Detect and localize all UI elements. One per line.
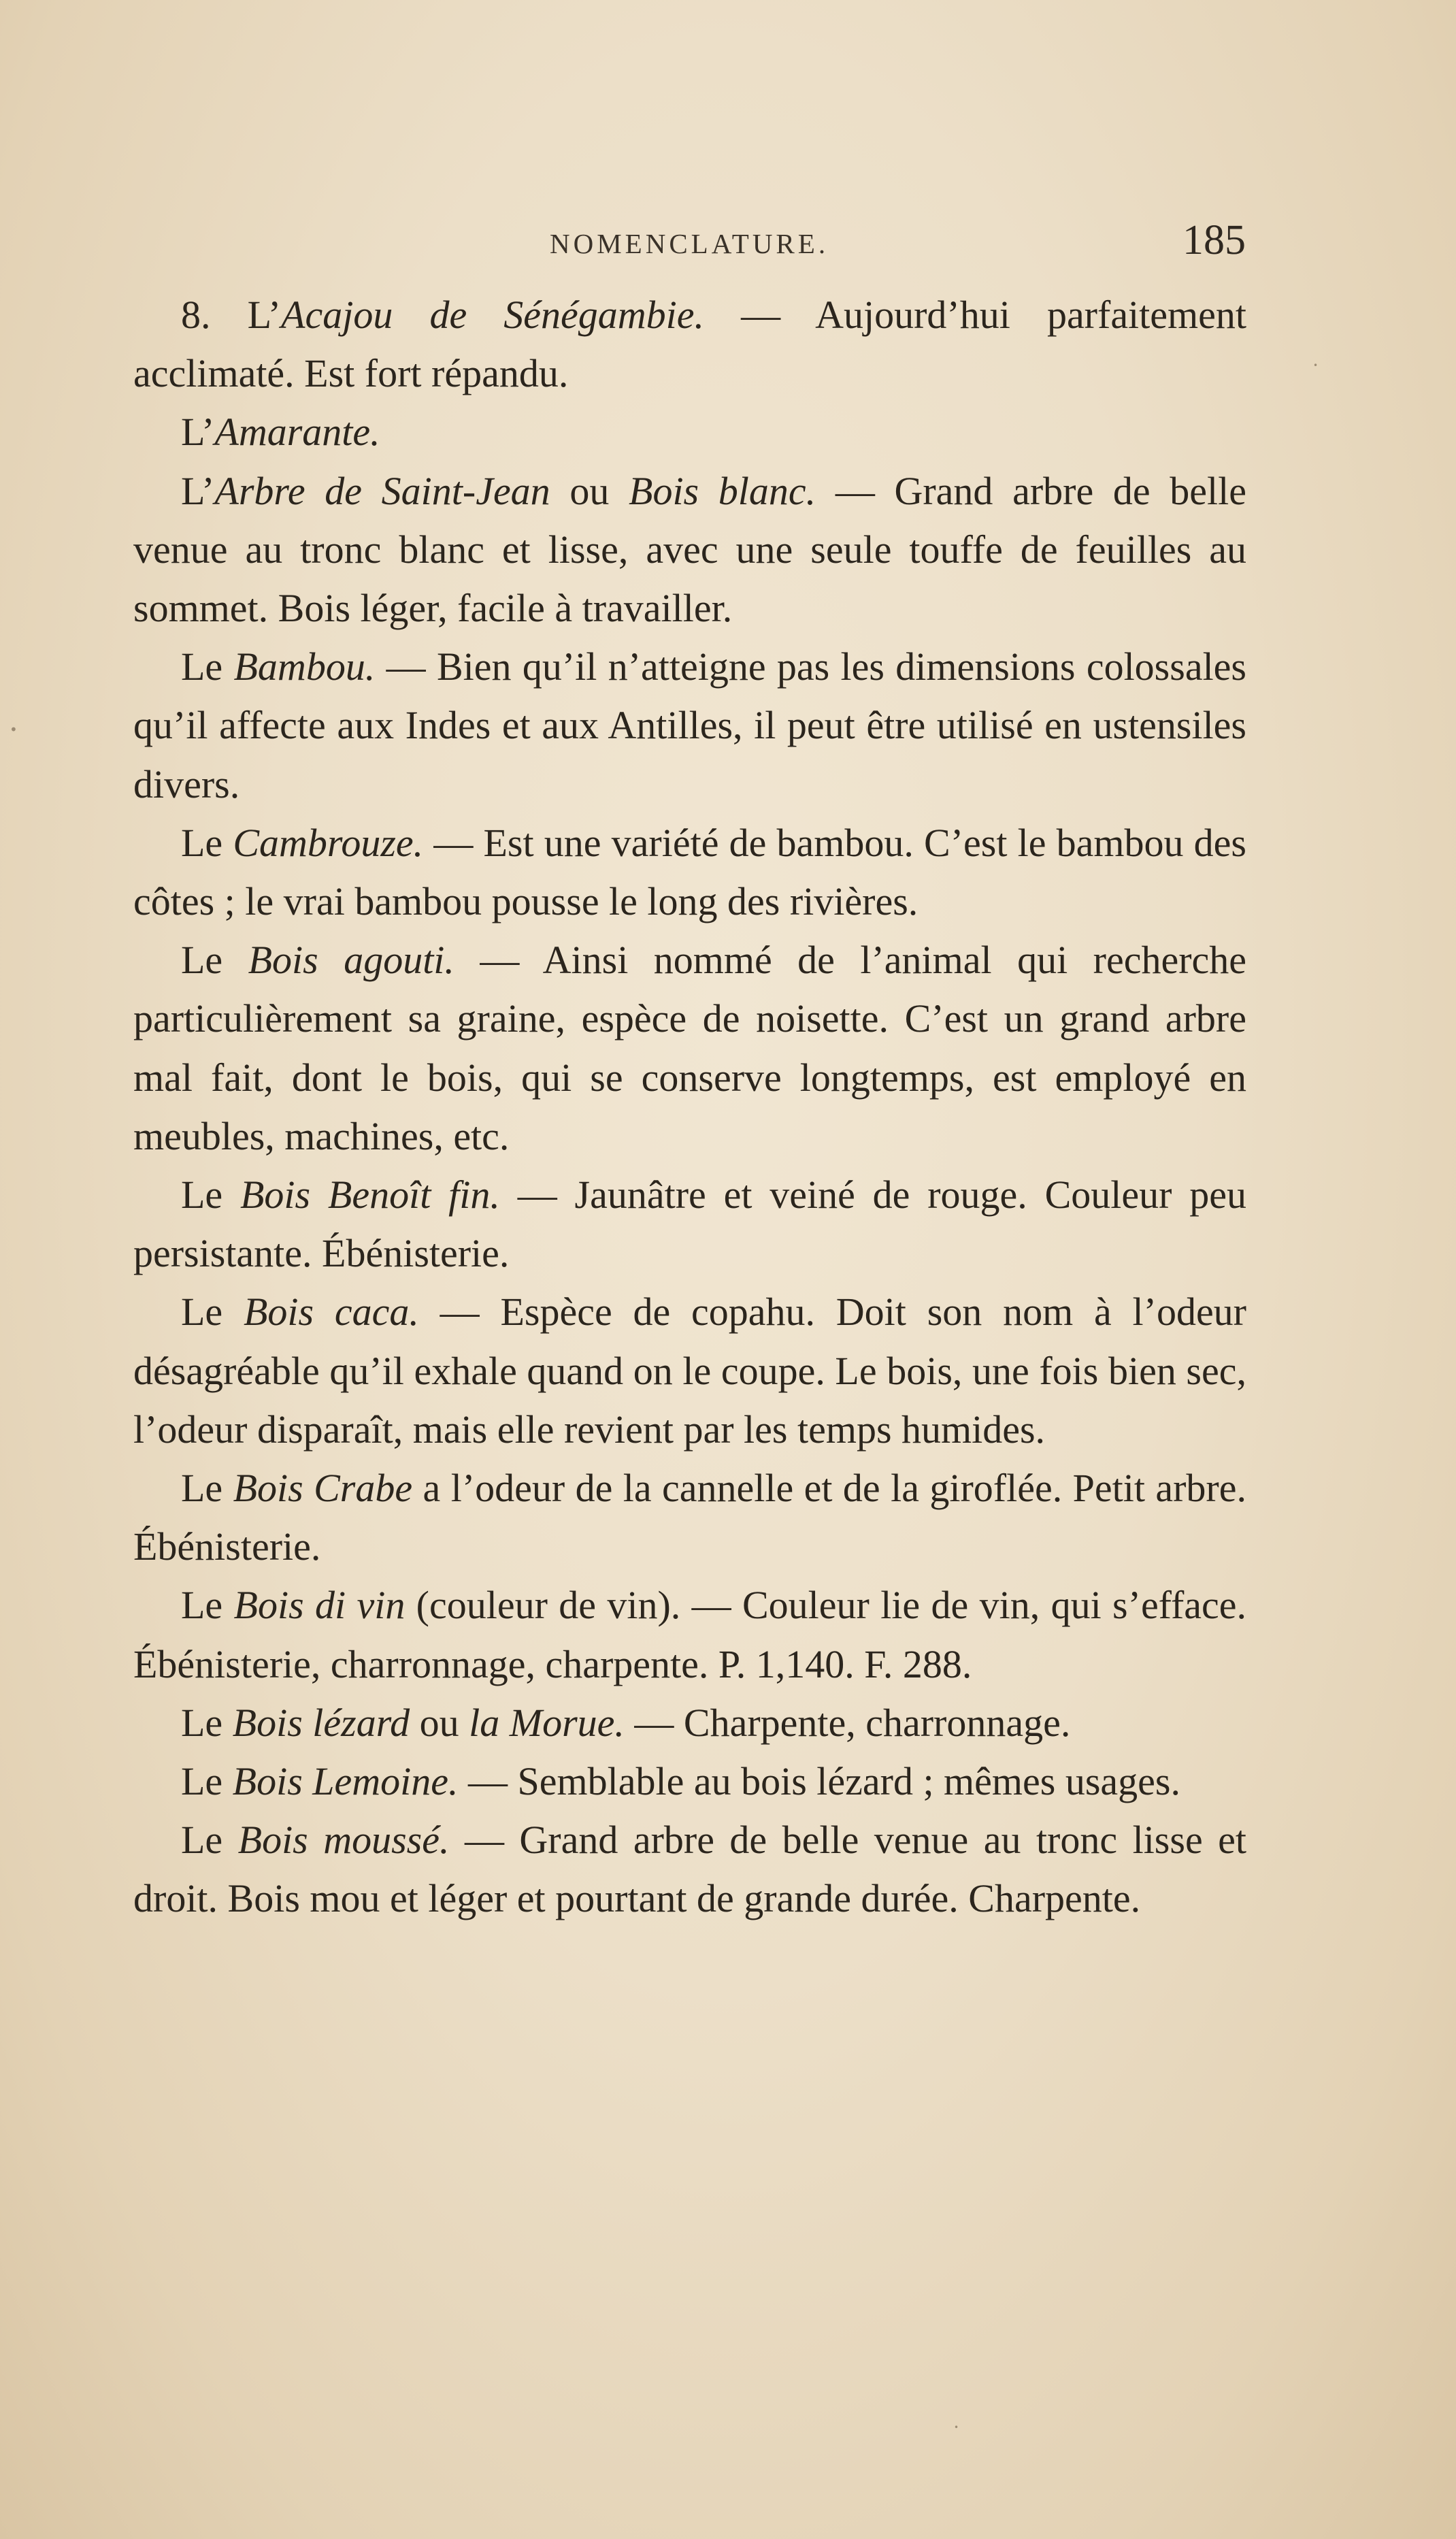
- entry-bois-di-vin: Le Bois di vin (couleur de vin). — Couleur lie de vin, qui s’efface. Ébénisterie, charronnage, charpente. P. 1,140. F. 288.: [133, 1583, 1246, 1686]
- entry-bois-caca: Le Bois caca. — Espèce de copahu. Doit son nom à l’odeur désagréable qu’il exhale quand on le coupe. Le bois, une fois bien sec, l’odeur disparaît, mais elle revient par les temps humides.: [133, 1290, 1246, 1452]
- page-number: 185: [1182, 217, 1246, 263]
- entry-bois-lemoine: Le Bois Lemoine. — Semblable au bois lézard ; mêmes usages.: [181, 1759, 1180, 1804]
- entry-term: Acajou de Sénégambie.: [281, 293, 705, 337]
- entry-term-alt: Bois blanc.: [629, 468, 816, 513]
- paper-speck: •: [1313, 361, 1319, 370]
- entry-term: Arbre de Saint-Jean: [214, 468, 550, 513]
- entry-term: Cambrouze.: [233, 820, 424, 865]
- entry-acajou: 8. L’Acajou de Sénégambie. — Aujourd’hui parfaitement acclimaté. Est fort répandu.: [133, 293, 1246, 396]
- entry-term: Bois lézard: [232, 1700, 410, 1745]
- entry-bois-lezard: Le Bois lézard ou la Morue. — Charpente, charronnage.: [181, 1700, 1071, 1745]
- entry-cambrouze: Le Cambrouze. — Est une variété de bambou. C’est le bambou des côtes ; le vrai bambou pousse le long des rivières.: [133, 820, 1246, 924]
- entry-bois-benoit-fin: Le Bois Benoît fin. — Jaunâtre et veiné de rouge. Couleur peu persistante. Ébénisterie.: [133, 1173, 1247, 1276]
- entry-bois-crabe: Le Bois Crabe a l’odeur de la cannelle et de la giroflée. Petit arbre. Ébénisterie.: [133, 1466, 1246, 1569]
- entry-term: Bois Lemoine.: [232, 1759, 459, 1804]
- entry-term: Bois di vin: [233, 1583, 406, 1628]
- running-head: NOMENCLATURE.: [550, 228, 829, 259]
- entry-bois-mousse: Le Bois moussé. — Grand arbre de belle venue au tronc lisse et droit. Bois mou et léger et pourtant de grande durée. Charpente.: [133, 1818, 1247, 1921]
- entry-bois-agouti: Le Bois agouti. — Ainsi nommé de l’animal qui recherche particulièrement sa graine, espèce de noisette. C’est un grand arbre mal fait, dont le bois, qui se conserve longtemps, est employé en meubles, machines, etc.: [133, 938, 1246, 1158]
- paper-speck: •: [954, 2423, 959, 2432]
- entry-term: Bois agouti.: [248, 938, 454, 983]
- entry-amarante: L’Amarante.: [181, 410, 380, 455]
- entry-term: Bois caca.: [243, 1290, 419, 1334]
- entry-bambou: Le Bambou. — Bien qu’il n’atteigne pas les dimensions colossales qu’il affecte aux Indes et aux Antilles, il peut être utilisé en ustensiles divers.: [133, 644, 1246, 806]
- entry-term: Amarante.: [214, 410, 380, 455]
- entry-term: Bois Benoît fin.: [240, 1173, 500, 1217]
- margin-speck: •: [10, 721, 18, 738]
- entry-term-alt: la Morue.: [469, 1700, 625, 1745]
- entry-term: Bois Crabe: [233, 1466, 413, 1511]
- body-text: [133, 286, 1246, 1929]
- entry-term: Bois moussé.: [237, 1818, 450, 1863]
- entry-arbre-de-saint-jean: L’Arbre de Saint-Jean ou Bois blanc. — Grand arbre de belle venue au tronc blanc et lisse, avec une seule touffe de feuilles au sommet. Bois léger, facile à travailler.: [133, 468, 1246, 631]
- entry-term: Bambou.: [233, 644, 376, 689]
